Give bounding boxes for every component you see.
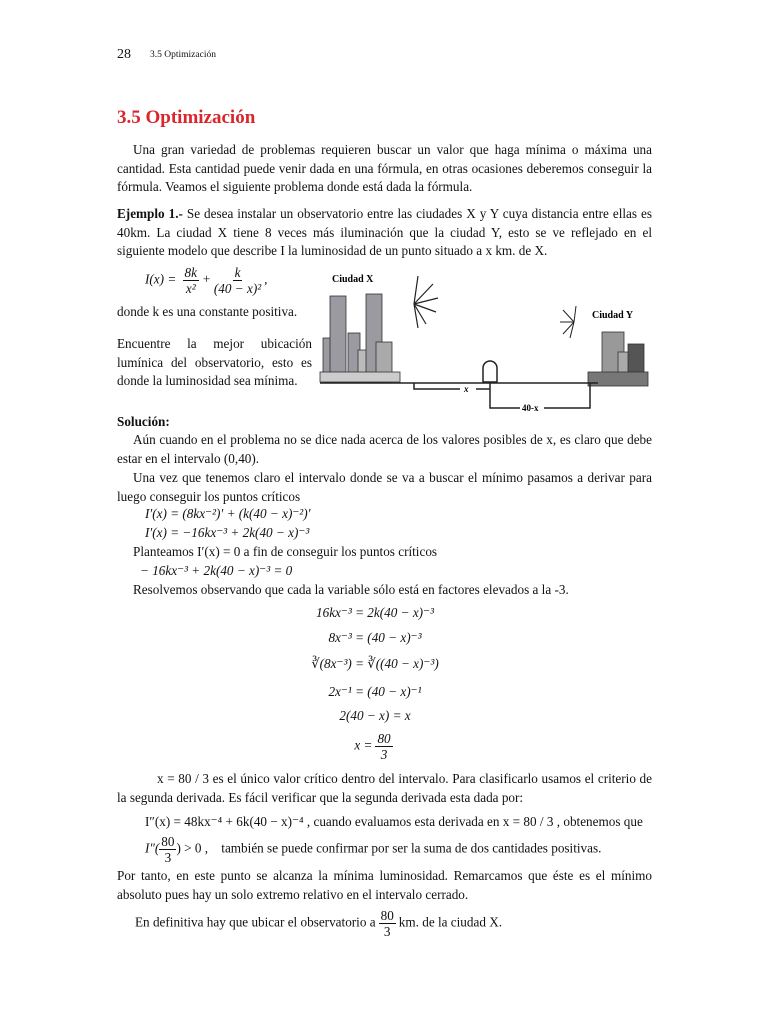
second-derivative-line: I″(x) = 48kx⁻⁴ + 6k(40 − x)⁻⁴ , cuando evaluamos esta derivada en x = 80 / 3 , obtenemos que <box>145 814 643 829</box>
running-header: 3.5 Optimización <box>150 50 216 60</box>
example-label: Ejemplo 1.- <box>117 206 183 221</box>
step-3: ∛(8x⁻³) = ∛((40 − x)⁻³) <box>311 656 439 671</box>
plus: + <box>201 271 211 287</box>
derivative-1: I′(x) = (8kx⁻²)′ + (k(40 − x)⁻²)′ <box>145 506 311 521</box>
final-pre: En definitiva hay que ubicar el observatorio a <box>135 914 376 930</box>
term1-numerator: 8k <box>184 265 197 280</box>
solution-p2: Una vez que tenemos claro el intervalo donde se va a buscar el mínimo pasamos a derivar para luego conseguir los puntos críticos <box>117 470 652 504</box>
critical-equation: − 16kx⁻³ + 2k(40 − x)⁻³ = 0 <box>140 563 293 578</box>
city-y-buildings <box>588 332 648 386</box>
city-x-buildings <box>320 294 400 382</box>
observatory-icon <box>483 361 497 382</box>
term1-denominator: x² <box>185 281 196 296</box>
page-number: 28 <box>117 47 131 62</box>
example-text: Se desea instalar un observatorio entre las ciudades X y Y cuya distancia entre ellas es 40km. La ciudad X tiene 8 veces más iluminación que la ciudad Y, esto se ve reflejado en el siguiente modelo que describe I la luminosidad de un punto situado a x km. de X. <box>117 206 652 259</box>
city-y-label: Ciudad Y <box>592 310 634 321</box>
city-illustration <box>318 268 670 414</box>
check-lhs: I″( <box>145 840 160 856</box>
check-denominator: 3 <box>164 850 172 865</box>
intro-paragraph: Una gran variedad de problemas requieren buscar un valor que haga mínima o máxima una cantidad. Esta cantidad puede venir dada en una fórmula, en otras ocasiones deberemos conseguir la fórmula. Veamos el siguiente problema donde está dada la fórmula. <box>117 142 652 195</box>
x-numerator: 80 <box>377 731 391 746</box>
check-note: también se puede confirmar por ser la suma de dos cantidades positivas. <box>221 840 602 856</box>
term2-numerator: k <box>234 265 241 280</box>
formula-lhs: I(x) = <box>145 271 177 287</box>
task-paragraph: Encuentre la mejor ubicación lumínica del observatorio, esto es donde la luminosidad sea mínima. <box>117 336 312 389</box>
check-rhs: ) > 0 , <box>176 840 209 856</box>
example-paragraph <box>117 205 652 261</box>
resolve-line: Resolvemos observando que cada la variable sólo está en factores elevados a la -3. <box>133 582 569 597</box>
step-4: 2x⁻¹ = (40 − x)⁻¹ <box>328 684 422 699</box>
city-x-label: Ciudad X <box>332 274 374 285</box>
planteamos-line: Planteamos I′(x) = 0 a fin de conseguir los puntos críticos <box>133 544 438 559</box>
light-rays-y-icon <box>560 306 576 338</box>
x-equals: x = <box>354 737 373 753</box>
section-title: 3.5 Optimización <box>117 107 256 128</box>
model-formula <box>145 265 267 296</box>
conclusion-paragraph: Por tanto, en este punto se alcanza la mínima luminosidad. Remarcamos que éste es el mínimo absoluto pues hay un solo extremo relativo en el intervalo cerrado. <box>117 868 652 902</box>
derivative-2: I′(x) = −16kx⁻³ + 2k(40 − x)⁻³ <box>145 525 310 540</box>
constant-note: donde k es una constante positiva. <box>117 304 298 319</box>
second-derivative-check <box>145 834 601 865</box>
check-numerator: 80 <box>161 834 175 849</box>
distance-rest-label: 40-x <box>522 403 539 413</box>
step-2: 8x⁻³ = (40 − x)⁻³ <box>328 630 422 645</box>
step-1: 16kx⁻³ = 2k(40 − x)⁻³ <box>316 605 434 620</box>
x-denominator: 3 <box>380 747 388 762</box>
comma: , <box>264 271 268 287</box>
solution-p1: Aún cuando en el problema no se dice nada acerca de los valores posibles de x, es claro que debe estar en el intervalo (0,40). <box>117 432 652 466</box>
light-rays-x-icon <box>414 276 438 328</box>
step-5: 2(40 − x) = x <box>339 708 411 723</box>
critical-paragraph: x = 80 / 3 es el único valor crítico dentro del intervalo. Para clasificarlo usamos el criterio de la segunda derivada. Es fácil verificar que la segunda derivada esta dada por: <box>117 771 652 805</box>
distance-x-label: x <box>464 384 469 394</box>
final-denominator: 3 <box>383 924 391 939</box>
final-numerator: 80 <box>380 908 394 923</box>
solution-heading: Solución: <box>117 414 170 429</box>
final-post: km. de la ciudad X. <box>398 914 503 930</box>
solution-x <box>0 731 750 762</box>
term2-denominator: (40 − x)² <box>213 281 262 296</box>
final-answer <box>135 908 502 939</box>
